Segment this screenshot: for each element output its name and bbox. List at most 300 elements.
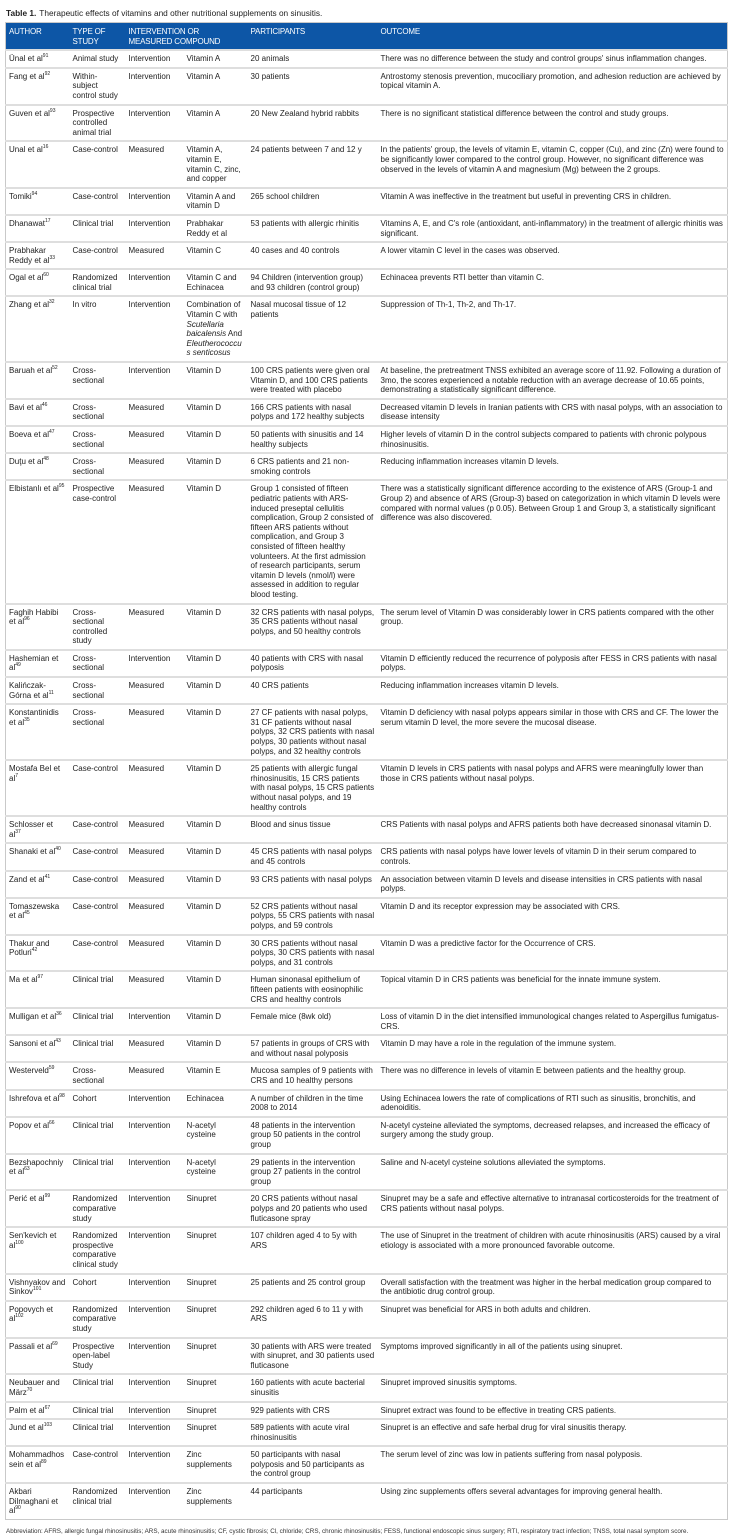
cell-participants: 6 CRS patients and 21 non-smoking controls [248,453,378,480]
cell-outcome: There was a statistically significant difference according to the existence of ARS (Group-1 and Group 2) and absence of ARS (Group-3) based on categorization in which vitamin D levels were compared with normal values (p 0.05). Between Group 1 and Group 3, a statistically significant difference was also discovered. [378,480,728,603]
table-caption [0,0,733,22]
table-row [6,269,728,296]
cell-outcome: Reducing inflammation increases vitamin D levels. [378,677,728,704]
cell-intervention: Measured [126,604,184,650]
table-row [6,871,728,898]
cell-outcome: Using Echinacea lowers the rate of complications of RTI such as sinusitis, bronchitis, and adenoiditis. [378,1090,728,1117]
cell-intervention: Intervention [126,269,184,296]
cell-author [6,362,70,399]
table-row [6,935,728,972]
cell-compound: Vitamin A, vitamin E, vitamin C, zinc, and copper [184,141,248,187]
author-name: Bezshapochniy et al [9,1157,64,1177]
cell-compound: Vitamin D [184,1035,248,1062]
cell-type: Randomized comparative study [70,1190,126,1227]
cell-compound: Vitamin D [184,1008,248,1035]
cell-intervention: Intervention [126,1301,184,1338]
table-row [6,50,728,68]
reference-number: 33 [49,254,56,261]
cell-intervention: Intervention [126,1419,184,1446]
cell-type: Case-control [70,188,126,215]
cell-compound: Vitamin E [184,1062,248,1089]
reference-number: 103 [43,1422,53,1429]
cell-outcome: N-acetyl cysteine alleviated the symptoms, decreased relapses, and increased the efficacy of surgery among the study group. [378,1117,728,1154]
cell-outcome: Antrostomy stenosis prevention, mucociliary promotion, and adhesion reduction are achieved by topical vitamin A. [378,68,728,105]
header-type: TYPE OF STUDY [70,23,126,51]
cell-intervention: Intervention [126,68,184,105]
cell-intervention: Measured [126,898,184,935]
cell-author [6,1374,70,1401]
cell-type: Case-control [70,843,126,870]
cell-compound: Vitamin D [184,843,248,870]
cell-intervention: Intervention [126,1190,184,1227]
cell-participants: Mucosa samples of 9 patients with CRS and 10 healthy persons [248,1062,378,1089]
cell-author [6,188,70,215]
cell-participants: 107 children aged 4 to 5y with ARS [248,1227,378,1273]
cell-type: Case-control [70,242,126,269]
cell-outcome: CRS patients with nasal polyps have lower levels of vitamin D in their serum compared to controls. [378,843,728,870]
table-row [6,480,728,603]
reference-number: 95 [58,483,65,490]
reference-number: 43 [55,1038,61,1045]
cell-outcome: At baseline, the pretreatment TNSS exhibited an average score of 11.92. Following a duration of 3mo, the scores experienced a notable reduction with an average decrease of 10.65 points, demonstrating a statistically significant difference. [378,362,728,399]
cell-compound: Vitamin D [184,604,248,650]
cell-author [6,935,70,972]
cell-outcome: Suppression of Th-1, Th-2, and Th-17. [378,296,728,362]
cell-author [6,480,70,603]
cell-compound: Vitamin A and vitamin D [184,188,248,215]
reference-number: 96 [24,616,30,623]
cell-type: Prospective open-label Study [70,1338,126,1375]
cell-type: Case-control [70,871,126,898]
cell-author [6,1483,70,1519]
caption-text: Therapeutic effects of vitamins and other nutritional supplements on sinusitis. [39,8,323,18]
cell-compound: Vitamin D [184,898,248,935]
cell-participants: 50 patients with sinusitis and 14 healthy subjects [248,426,378,453]
cell-author [6,50,70,68]
cell-compound: Vitamin D [184,650,248,677]
table-row [6,1301,728,1338]
table-row [6,704,728,760]
cell-outcome: Vitamin D was a predictive factor for the Occurrence of CRS. [378,935,728,972]
cell-compound: Vitamin A [184,105,248,142]
cell-intervention: Measured [126,704,184,760]
cell-type: Clinical trial [70,1008,126,1035]
cell-type: Clinical trial [70,971,126,1008]
cell-participants: 20 CRS patients without nasal polyps and 20 patients who used fluticasone spray [248,1190,378,1227]
cell-participants: 24 patients between 7 and 12 y [248,141,378,187]
reference-number: 40 [55,846,61,853]
cell-outcome: Vitamin D and its receptor expression may be associated with CRS. [378,898,728,935]
author-name: Mohammadhossein et al [9,1450,65,1469]
table-row [6,816,728,843]
cell-outcome: Vitamin D may have a role in the regulation of the immune system. [378,1035,728,1062]
reference-number: 11 [48,689,54,696]
cell-compound: Sinupret [184,1301,248,1338]
cell-author [6,426,70,453]
cell-participants: 292 children aged 6 to 11 y with ARS [248,1301,378,1338]
cell-participants: 27 CF patients with nasal polyps, 31 CF patients without nasal polyps, 32 CRS patients with nasal polyps, 30 patients without nasal polyps, and 32 healthy controls [248,704,378,760]
cell-intervention: Measured [126,141,184,187]
cell-author [6,1090,70,1117]
cell-author [6,843,70,870]
header-outcome: OUTCOME [378,23,728,51]
cell-outcome: Sinupret was beneficial for ARS in both adults and children. [378,1301,728,1338]
cell-participants: 40 CRS patients [248,677,378,704]
cell-outcome: Vitamins A, E, and C's role (antioxidant, anti-inflammatory) in the treatment of allergic rhinitis was significant. [378,215,728,242]
cell-participants: 94 Children (intervention group) and 93 children (control group) [248,269,378,296]
reference-number: 92 [44,70,51,77]
cell-type: Cohort [70,1274,126,1301]
author-name: Popov et al [9,1120,50,1130]
cell-type: Cross-sectional controlled study [70,604,126,650]
reference-number: 52 [52,365,58,372]
table-row [6,1227,728,1273]
cell-compound: Sinupret [184,1227,248,1273]
cell-type: Cross-sectional [70,362,126,399]
author-name: Perić et al [9,1194,45,1204]
cell-type: Within-subject control study [70,68,126,105]
cell-intervention: Intervention [126,1446,184,1483]
cell-type: Clinical trial [70,1154,126,1191]
cell-participants: 30 patients [248,68,378,105]
author-name: Zhang et al [9,300,50,310]
cell-author [6,1008,70,1035]
cell-compound: Sinupret [184,1190,248,1227]
author-name: Elbistanlı et al [9,484,59,494]
cell-compound: Vitamin D [184,453,248,480]
table-row [6,1446,728,1483]
cell-type: Clinical trial [70,1374,126,1401]
reference-number: 99 [44,1193,51,1200]
cell-compound: Vitamin A [184,50,248,68]
cell-participants: 40 patients with CRS with nasal polyposis [248,650,378,677]
cell-type: Case-control [70,760,126,816]
cell-intervention: Measured [126,935,184,972]
reference-number: 97 [37,974,44,981]
cell-participants: Female mice (8wk old) [248,1008,378,1035]
cell-author [6,105,70,142]
cell-outcome: There is no significant statistical difference between the control and study groups. [378,105,728,142]
cell-intervention: Intervention [126,1374,184,1401]
author-name: Boeva et al [9,430,50,439]
reference-number: 100 [15,1239,24,1246]
cell-type: Case-control [70,141,126,187]
reference-number: 60 [43,272,49,279]
cell-type: Randomized clinical trial [70,1483,126,1519]
author-name: Palm et al [9,1405,45,1415]
cell-author [6,971,70,1008]
cell-participants: Human sinonasal epithelium of fifteen patients with eosinophilic CRS and healthy controls [248,971,378,1008]
cell-compound: Vitamin D [184,935,248,972]
cell-compound: Vitamin D [184,480,248,603]
cell-author [6,704,70,760]
author-name: Neubauer and März [9,1378,60,1397]
reference-number: 101 [33,1286,42,1293]
cell-participants: 53 patients with allergic rhinitis [248,215,378,242]
cell-author [6,650,70,677]
cell-intervention: Intervention [126,1274,184,1301]
cell-intervention: Intervention [126,105,184,142]
cell-type: Cross-sectional [70,1062,126,1089]
cell-outcome: Decreased vitamin D levels in Iranian patients with CRS with nasal polyps, with an association to disease intensity [378,399,728,426]
cell-author [6,242,70,269]
author-name: Guven et al [9,108,50,118]
reference-number: 47 [49,429,55,435]
cell-outcome: Using zinc supplements offers several advantages for improving general health. [378,1483,728,1519]
cell-intervention: Measured [126,426,184,453]
cell-author [6,1446,70,1483]
cell-outcome: Higher levels of vitamin D in the control subjects compared to patients with chronic polypous rhinosinusitis. [378,426,728,453]
cell-participants: 166 CRS patients with nasal polyps and 172 healthy subjects [248,399,378,426]
reference-number: 45 [24,910,30,917]
cell-author [6,1419,70,1446]
reference-number: 102 [15,1313,24,1320]
table-row [6,1035,728,1062]
cell-author [6,1338,70,1375]
author-name: Westerveld [9,1066,49,1076]
cell-intervention: Measured [126,453,184,480]
cell-type: Clinical trial [70,1402,126,1420]
cell-outcome: Vitamin A was ineffective in the treatment but useful in preventing CRS in children. [378,188,728,215]
table-row [6,1374,728,1401]
author-name: Tomiki [9,191,32,201]
table-row [6,971,728,1008]
cell-participants: 160 patients with acute bacterial sinusitis [248,1374,378,1401]
cell-participants: 40 cases and 40 controls [248,242,378,269]
cell-compound: Vitamin D [184,871,248,898]
cell-author [6,1190,70,1227]
table-row [6,843,728,870]
cell-type: Cohort [70,1090,126,1117]
cell-type: Cross-sectional [70,677,126,704]
cell-compound: Prabhakar Reddy et al [184,215,248,242]
table-row [6,399,728,426]
cell-outcome: Saline and N-acetyl cysteine solutions alleviated the symptoms. [378,1154,728,1191]
author-name: Duţu et al [9,457,44,467]
cell-outcome: A lower vitamin C level in the cases was observed. [378,242,728,269]
author-name: Kalińczak-Górna et al [9,681,49,700]
reference-number: 59 [48,1065,55,1072]
author-name: Bavi et al [9,402,42,412]
cell-type: In vitro [70,296,126,362]
cell-type: Prospective case-control [70,480,126,603]
table-row [6,604,728,650]
cell-compound: Zinc supplements [184,1483,248,1519]
cell-outcome: Vitamin D efficiently reduced the recurrence of polyposis after FESS in CRS patients with nasal polyps. [378,650,728,677]
cell-participants: 265 school children [248,188,378,215]
cell-intervention: Intervention [126,1227,184,1273]
cell-type: Randomized prospective comparative clinical study [70,1227,126,1273]
reference-number: 35 [24,716,30,723]
cell-type: Case-control [70,1446,126,1483]
reference-number: 46 [41,401,48,408]
table-row [6,188,728,215]
cell-outcome: Vitamin D deficiency with nasal polyps appears similar in those with CRS and CF. The lower the serum vitamin D level, the more severe the mucosal disease. [378,704,728,760]
cell-intervention: Measured [126,399,184,426]
reference-number: 94 [31,190,38,197]
cell-outcome: Sinupret may be a safe and effective alternative to intranasal corticosteroids for the treatment of CRS patients without nasal polyps. [378,1190,728,1227]
author-name: Tomaszewska et al [9,901,60,921]
cell-participants: Nasal mucosal tissue of 12 patients [248,296,378,362]
table-body [6,50,728,1519]
caption-label: Table 1. [6,8,37,18]
cell-compound: Sinupret [184,1338,248,1375]
cell-compound: Vitamin D [184,677,248,704]
table-row [6,1274,728,1301]
cell-participants: 589 patients with acute viral rhinosinusitis [248,1419,378,1446]
cell-author [6,604,70,650]
cell-outcome: In the patients' group, the levels of vitamin E, vitamin C, copper (Cu), and zinc (Zn) were found to be significantly lower compared to the control group. However, no significant difference was observed in the levels of vitamin A and magnesium (Mg) between the 2 groups. [378,141,728,187]
cell-author [6,1154,70,1191]
cell-type: Cross-sectional [70,453,126,480]
cell-participants: 929 patients with CRS [248,1402,378,1420]
cell-author [6,68,70,105]
cell-type: Randomized clinical trial [70,269,126,296]
cell-participants: 30 CRS patients without nasal polyps, 30 CRS patients with nasal polyps, and 31 controls [248,935,378,972]
cell-participants: 100 CRS patients were given oral Vitamin D, and 100 CRS patients were treated with placebo [248,362,378,399]
cell-compound: Vitamin C and Echinacea [184,269,248,296]
species-name: Scutellaria baicalensis [186,319,227,339]
cell-outcome: The serum level of Vitamin D was considerably lower in CRS patients compared with the other group. [378,604,728,650]
reference-number: 32 [49,299,55,306]
author-name: Sen'kevich et al [9,1231,57,1250]
author-name: Mostafa Bel et al [9,764,61,783]
cell-participants: 45 CRS patients with nasal polyps and 45 controls [248,843,378,870]
cell-intervention: Intervention [126,188,184,215]
cell-author [6,1035,70,1062]
cell-participants: A number of children in the time 2008 to 2014 [248,1090,378,1117]
cell-compound: Vitamin D [184,704,248,760]
cell-participants: 52 CRS patients without nasal polyps, 55 CRS patients with nasal polyps, and 59 controls [248,898,378,935]
cell-type: Randomized comparative study [70,1301,126,1338]
reference-number: 98 [59,1092,65,1099]
cell-outcome: CRS Patients with nasal polyps and AFRS patients both have decreased sinonasal vitamin D. [378,816,728,843]
reference-number: 90 [15,1505,21,1512]
reference-number: 17 [45,217,51,224]
cell-compound: Vitamin D [184,426,248,453]
author-name: Schlosser et al [9,820,54,839]
cell-participants: 57 patients in groups of CRS with and without nasal polyposis [248,1035,378,1062]
cell-compound: Vitamin D [184,760,248,816]
reference-number: 41 [44,873,51,880]
author-name: Akbari Dilmaghani et al [9,1487,58,1516]
compound-text: Combination of Vitamin C with [186,300,241,320]
author-name: Mulligan et al [9,1012,57,1022]
cell-compound: Vitamin D [184,971,248,1008]
reference-number: 63 [24,1166,30,1173]
cell-intervention: Measured [126,871,184,898]
cell-compound: Sinupret [184,1274,248,1301]
cell-compound: Zinc supplements [184,1446,248,1483]
compound-text: And [226,329,243,339]
author-name: Faghih Habibi et al [9,607,59,627]
cell-intervention: Measured [126,971,184,1008]
reference-number: 93 [49,107,56,114]
cell-intervention: Intervention [126,296,184,362]
table-row [6,650,728,677]
author-name: Ogal et al [9,273,44,283]
author-name: Thakur and Potluri [9,938,50,958]
cell-intervention: Intervention [126,50,184,68]
cell-intervention: Intervention [126,215,184,242]
reference-number: 37 [15,828,21,835]
reference-number: 36 [56,1011,62,1018]
cell-type: Case-control [70,898,126,935]
author-name: Passali et al [9,1341,53,1351]
cell-compound: Vitamin D [184,362,248,399]
cell-author [6,816,70,843]
table-row [6,1419,728,1446]
cell-intervention: Measured [126,816,184,843]
reference-number: 42 [31,947,38,954]
reference-number: 69 [52,1340,58,1347]
cell-outcome: Sinupret extract was found to be effective in treating CRS patients. [378,1402,728,1420]
cell-outcome: Vitamin D levels in CRS patients with nasal polyps and AFRS were meaningfully lower than those in CRS patients without nasal polyps. [378,760,728,816]
cell-participants: 25 patients and 25 control group [248,1274,378,1301]
reference-number: 91 [42,53,49,60]
cell-outcome: Reducing inflammation increases vitamin D levels. [378,453,728,480]
cell-intervention: Measured [126,760,184,816]
cell-type: Cross-sectional [70,704,126,760]
cell-outcome: There was no difference in levels of vitamin E between patients and the healthy group. [378,1062,728,1089]
species-name: Eleutherococcus senticosus [186,338,242,358]
cell-author [6,677,70,704]
table-row [6,1190,728,1227]
cell-participants: 48 patients in the intervention group 50 patients in the control group [248,1117,378,1154]
table-row [6,426,728,453]
cell-compound: Vitamin D [184,399,248,426]
cell-type: Case-control [70,816,126,843]
author-name: Fang et al [9,71,45,81]
cell-intervention: Intervention [126,1483,184,1519]
cell-type: Cross-sectional [70,399,126,426]
footnote: Abbreviation: AFRS, allergic fungal rhinosinusitis; ARS, acute rhinosinusitis; CF, cystic fibrosis; Cl, chloride; CRS, chronic rhinosinusitis; FESS, functional endoscopic sinus surgery; RTI, respiratory tract infection; TNSS, total nasal symptom score. [6,1527,689,1535]
author-name: Prabhakar Reddy et al [9,246,50,265]
cell-author [6,453,70,480]
table-row [6,898,728,935]
author-name: Sansoni et al [9,1039,56,1049]
cell-participants: 30 patients with ARS were treated with sinupret, and 30 patients used fluticasone [248,1338,378,1375]
cell-intervention: Intervention [126,1402,184,1420]
table-row [6,215,728,242]
cell-author [6,269,70,296]
cell-intervention: Measured [126,677,184,704]
cell-author [6,399,70,426]
cell-outcome: Loss of vitamin D in the diet intensified immunological changes related to Aspergillus fumigatus-CRS. [378,1008,728,1035]
cell-compound: Sinupret [184,1374,248,1401]
table-row [6,760,728,816]
table-row [6,1154,728,1191]
author-name: Shanaki et al [9,847,56,857]
reference-number: 16 [42,144,49,151]
table-row [6,1062,728,1089]
reference-number: 49 [15,662,21,669]
header-row [6,23,728,51]
cell-type: Clinical trial [70,1117,126,1154]
table-row [6,362,728,399]
table-row [6,1090,728,1117]
cell-outcome: Symptoms improved significantly in all of the patients using sinupret. [378,1338,728,1375]
supplements-table [5,22,728,1520]
author-name: Hashemian et al [9,653,59,673]
author-name: Unal et al [9,145,43,155]
table-row [6,242,728,269]
author-name: Popovych et al [9,1304,54,1324]
cell-type: Prospective controlled animal trial [70,105,126,142]
cell-intervention: Measured [126,843,184,870]
cell-type: Animal study [70,50,126,68]
cell-compound: Vitamin A [184,68,248,105]
